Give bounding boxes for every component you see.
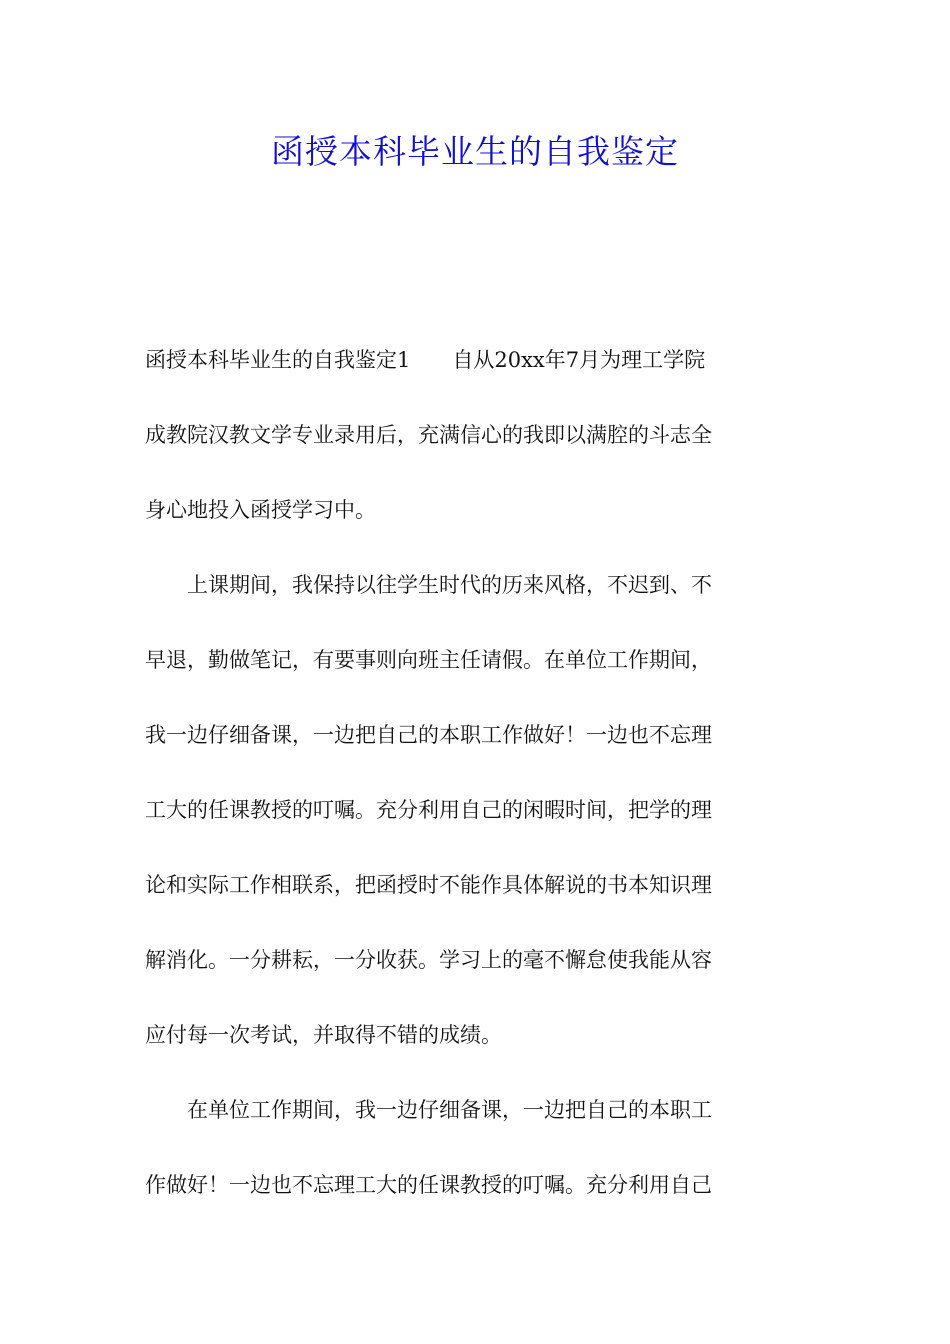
document-title: 函授本科毕业生的自我鉴定: [271, 132, 679, 171]
body-line: 在单位工作期间，我一边仔细备课，一边把自己的本职工: [145, 1098, 712, 1122]
body-line: 论和实际工作相联系，把函授时不能作具体解说的书本知识理: [145, 873, 712, 897]
body-line: 早退，勤做笔记，有要事则向班主任请假。在单位工作期间，: [145, 648, 712, 672]
body-line: 上课期间，我保持以往学生时代的历来风格，不迟到、不: [145, 573, 712, 597]
body-line: 作做好！一边也不忘理工大的任课教授的叮嘱。充分利用自己: [145, 1173, 712, 1197]
body-line: 函授本科毕业生的自我鉴定1 自从20xx年7月为理工学院: [145, 348, 706, 372]
body-line: 成教院汉教文学专业录用后，充满信心的我即以满腔的斗志全: [145, 423, 712, 447]
body-line: 我一边仔细备课，一边把自己的本职工作做好！一边也不忘理: [145, 723, 712, 747]
body-line: 应付每一次考试，并取得不错的成绩。: [145, 1023, 502, 1047]
body-line: 解消化。一分耕耘，一分收获。学习上的毫不懈怠使我能从容: [145, 948, 712, 972]
body-line: 身心地投入函授学习中。: [145, 498, 376, 522]
body-line: 工大的任课教授的叮嘱。充分利用自己的闲暇时间，把学的理: [145, 798, 712, 822]
